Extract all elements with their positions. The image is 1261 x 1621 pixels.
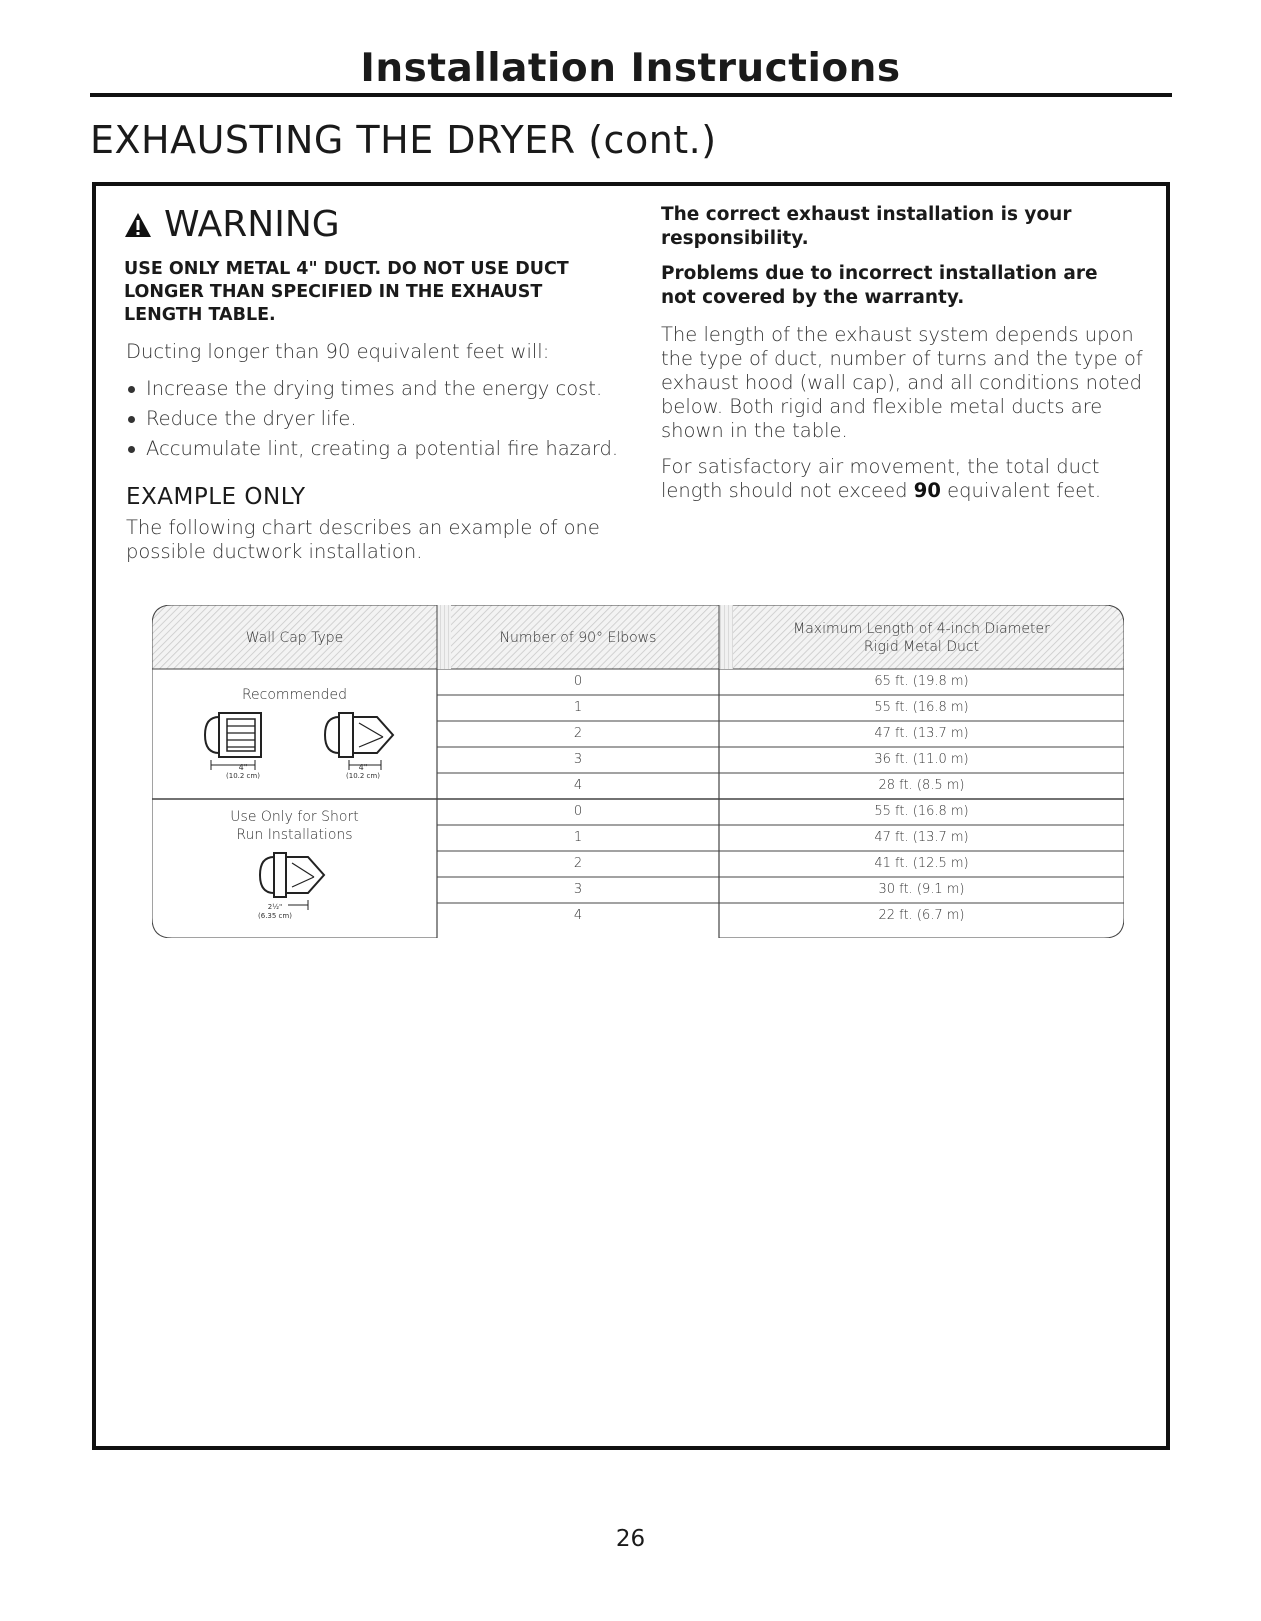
warranty-note: Problems due to incorrect installation are not covered by the warranty. (661, 263, 1098, 308)
warning-subhead: USE ONLY METAL 4" DUCT. DO NOT USE DUCT LONGER THAN SPECIFIED IN THE EXHAUST LENGTH TABLE. (124, 259, 569, 325)
table-cell-elbows: 2 (573, 726, 583, 741)
table-cell-elbows: 4 (573, 778, 583, 793)
table-cell-elbows: 0 (573, 804, 583, 819)
page-header-title: Installation Instructions (360, 46, 901, 91)
table-cell-elbows: 2 (573, 856, 583, 871)
warning-heading (124, 204, 340, 245)
table-cell-length: 22 ft. (6.7 m) (878, 908, 965, 923)
header-rule (90, 93, 1172, 97)
header-max-length: Maximum Length of 4-inch Diameter (793, 621, 1050, 637)
table-cell-elbows: 4 (573, 908, 583, 923)
dimension-label: 4" (238, 763, 248, 772)
table-cell-length: 47 ft. (13.7 m) (874, 830, 969, 845)
responsibility-note: The correct exhaust installation is your responsibility. (661, 204, 1072, 249)
table-cell-elbows: 1 (573, 830, 583, 845)
header-elbows: Number of 90° Elbows (499, 630, 657, 646)
table-cell-length: 55 ft. (16.8 m) (874, 804, 969, 819)
example-heading: EXAMPLE ONLY (126, 484, 306, 510)
paragraph-text: For satisfactory air movement, the total duct length should not exceed (661, 455, 1100, 502)
warning-title: WARNING (164, 204, 340, 245)
table-cell-length: 65 ft. (19.8 m) (874, 674, 969, 689)
dimension-label: 2½" (267, 903, 283, 911)
table-cell-elbows: 0 (573, 674, 583, 689)
dimension-label: (6.35 cm) (258, 912, 292, 920)
header-wall-cap-type: Wall Cap Type (245, 630, 344, 646)
section-title: EXHAUSTING THE DRYER (cont.) (90, 118, 717, 162)
list-item: Accumulate lint, creating a potential fire hazard. (126, 437, 626, 467)
header-rigid-metal-duct: Rigid Metal Duct (863, 639, 980, 655)
dimension-label: 4" (358, 763, 368, 772)
list-item: Reduce the dryer life. (126, 407, 626, 437)
group-label-short-run-line2: Run Installations (236, 827, 353, 843)
paragraph-text: equivalent feet. (940, 479, 1102, 502)
warning-intro: Ducting longer than 90 equivalent feet will: (126, 340, 550, 363)
example-text: The following chart describes an example of one possible ductwork installation. (126, 516, 600, 563)
table-cell-length: 30 ft. (9.1 m) (878, 882, 965, 897)
table-cell-length: 47 ft. (13.7 m) (874, 726, 969, 741)
table-cell-length: 28 ft. (8.5 m) (878, 778, 965, 793)
list-item: Increase the drying times and the energy cost. (126, 377, 626, 407)
dimension-label: (10.2 cm) (226, 772, 260, 780)
table-cell-length: 41 ft. (12.5 m) (874, 856, 969, 871)
warning-bullet-list (126, 377, 626, 467)
max-feet-value: 90 (913, 479, 941, 502)
table-cell-elbows: 1 (573, 700, 583, 715)
group-label-short-run: Use Only for Short (230, 809, 359, 825)
group-label-recommended: Recommended (241, 687, 348, 703)
air-movement-paragraph (661, 455, 1151, 503)
dimension-label: (10.2 cm) (346, 772, 380, 780)
exhaust-length-paragraph: The length of the exhaust system depends upon the type of duct, number of turns and the type of exhaust hood (wall cap), and all conditions noted below. Both rigid and flexible metal ducts are shown in the table. (661, 323, 1143, 442)
table-cell-elbows: 3 (573, 752, 583, 767)
table-cell-length: 36 ft. (11.0 m) (874, 752, 969, 767)
table-cell-elbows: 3 (573, 882, 583, 897)
exhaust-length-table (152, 605, 1124, 938)
warning-triangle-icon (124, 212, 152, 238)
table-cell-length: 55 ft. (16.8 m) (874, 700, 969, 715)
page-number: 26 (615, 1526, 646, 1552)
